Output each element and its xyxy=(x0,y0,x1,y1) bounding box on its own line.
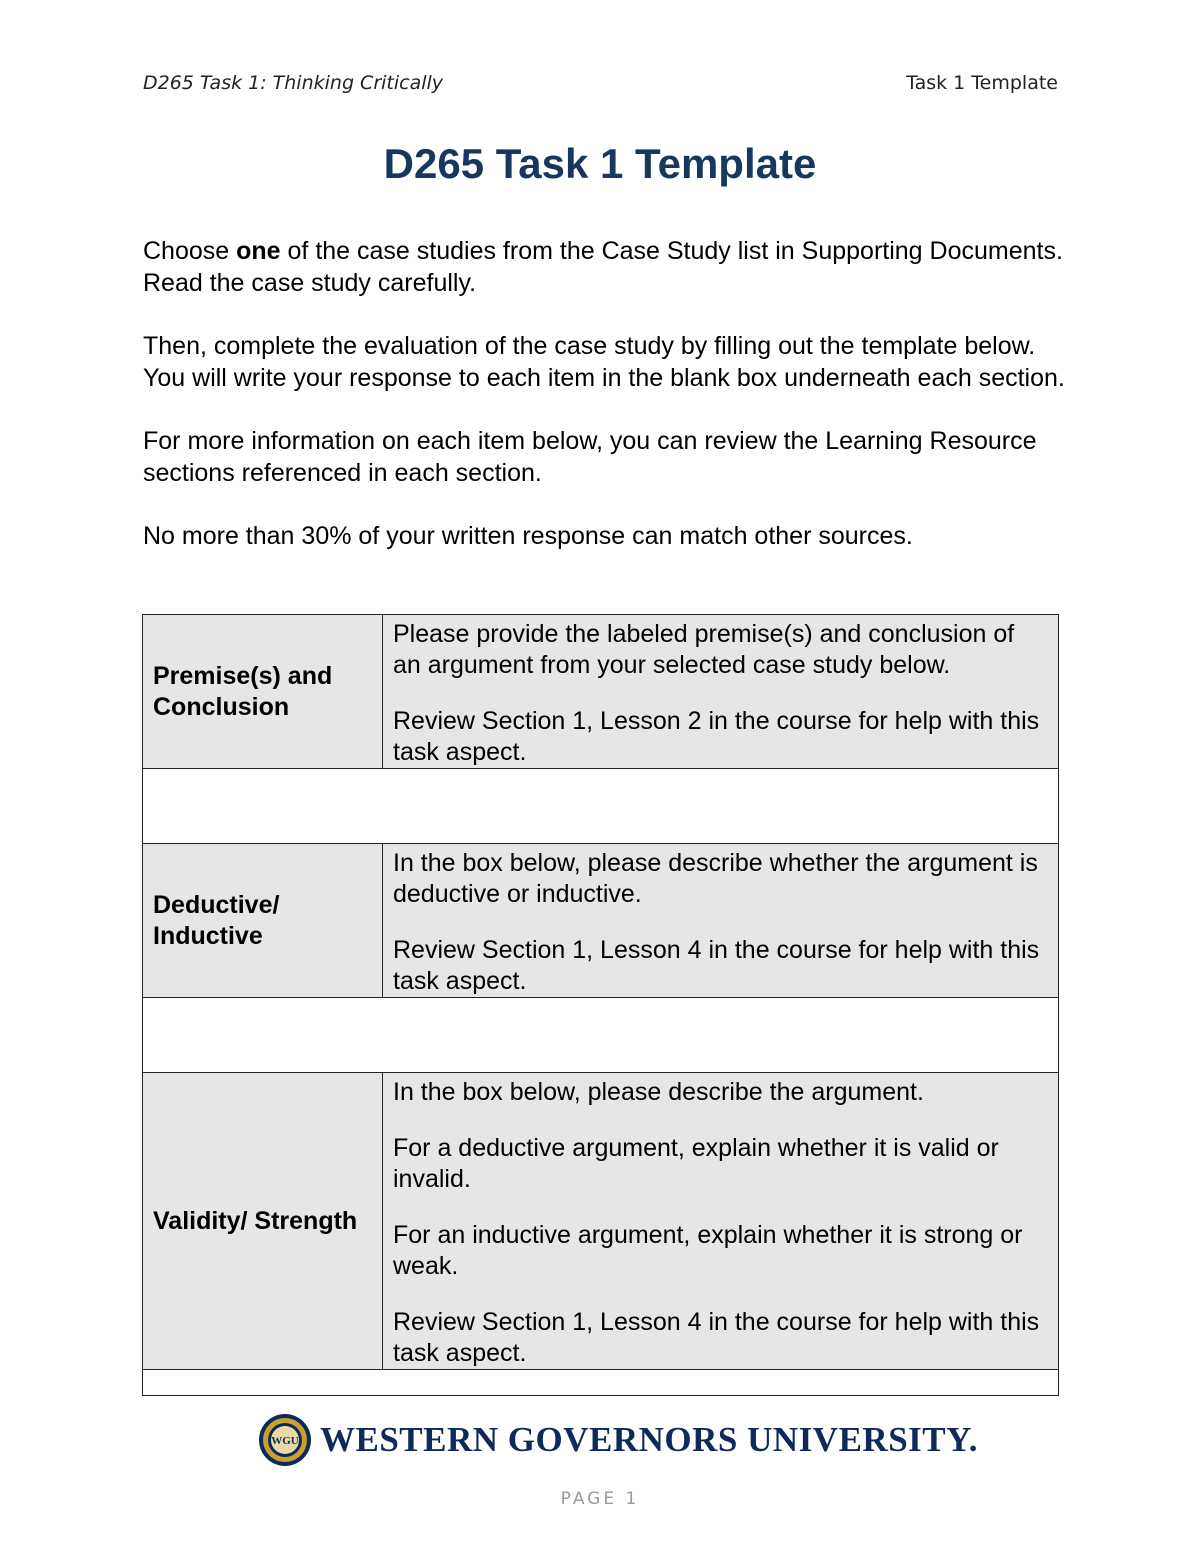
response-row-premises xyxy=(143,769,1059,844)
prompt-review: Review Section 1, Lesson 2 in the course for help with this task aspect. xyxy=(393,707,1040,766)
prompt-text: In the box below, please describe the argument. xyxy=(393,1078,924,1106)
instruction-emphasis: one xyxy=(236,237,281,265)
prompt-text: Please provide the labeled premise(s) and conclusion of an argument from your selected case study below. xyxy=(393,620,1015,679)
instruction-similarity-limit: No more than 30% of your written response can match other sources. xyxy=(143,522,913,550)
seal-text: WGU xyxy=(271,1435,299,1447)
university-seal-icon xyxy=(258,1413,312,1467)
section-row-validity xyxy=(143,1073,1059,1370)
prompt-text: For an inductive argument, explain whether it is strong or weak. xyxy=(393,1221,1023,1280)
page-title: D265 Task 1 Template xyxy=(383,140,817,187)
wgu-logo xyxy=(258,1412,978,1468)
section-prompt-deductive xyxy=(383,844,1059,998)
section-label-deductive: Deductive/ Inductive xyxy=(143,844,383,998)
header-template-label: Task 1 Template xyxy=(906,72,1058,94)
task-template-table xyxy=(142,614,1059,1396)
response-box-premises[interactable] xyxy=(143,769,1059,844)
section-row-premises xyxy=(143,615,1059,769)
section-label-premises: Premise(s) and Conclusion xyxy=(143,615,383,769)
page-number: PAGE 1 xyxy=(560,1489,640,1509)
instruction-choose-case xyxy=(143,236,1073,299)
prompt-review: Review Section 1, Lesson 4 in the course for help with this task aspect. xyxy=(393,1308,1040,1367)
instructions xyxy=(143,236,1073,553)
instruction-learning-resources: For more information on each item below, you can review the Learning Resource sections referenced in each section. xyxy=(143,427,1037,487)
instruction-text: of the case studies from the Case Study list in Supporting Documents. Read the case study carefully. xyxy=(143,237,1063,297)
instruction-complete-template: Then, complete the evaluation of the case study by filling out the template below. You will write your response to each item in the blank box underneath each section. xyxy=(143,332,1065,392)
prompt-text: In the box below, please describe whether the argument is deductive or inductive. xyxy=(393,849,1038,908)
response-row-deductive xyxy=(143,998,1059,1073)
prompt-text: For a deductive argument, explain whether it is valid or invalid. xyxy=(393,1134,999,1193)
response-box-validity[interactable] xyxy=(143,1370,1059,1396)
section-prompt-premises xyxy=(383,615,1059,769)
instruction-text: Choose xyxy=(143,237,237,265)
response-box-deductive[interactable] xyxy=(143,998,1059,1073)
section-row-deductive xyxy=(143,844,1059,998)
prompt-review: Review Section 1, Lesson 4 in the course for help with this task aspect. xyxy=(393,936,1040,995)
header-document-title: D265 Task 1: Thinking Critically xyxy=(143,72,444,94)
section-label-validity: Validity/ Strength xyxy=(143,1073,383,1370)
section-prompt-validity xyxy=(383,1073,1059,1370)
university-wordmark: WESTERN GOVERNORS UNIVERSITY. xyxy=(320,1420,978,1459)
response-row-validity xyxy=(143,1370,1059,1396)
